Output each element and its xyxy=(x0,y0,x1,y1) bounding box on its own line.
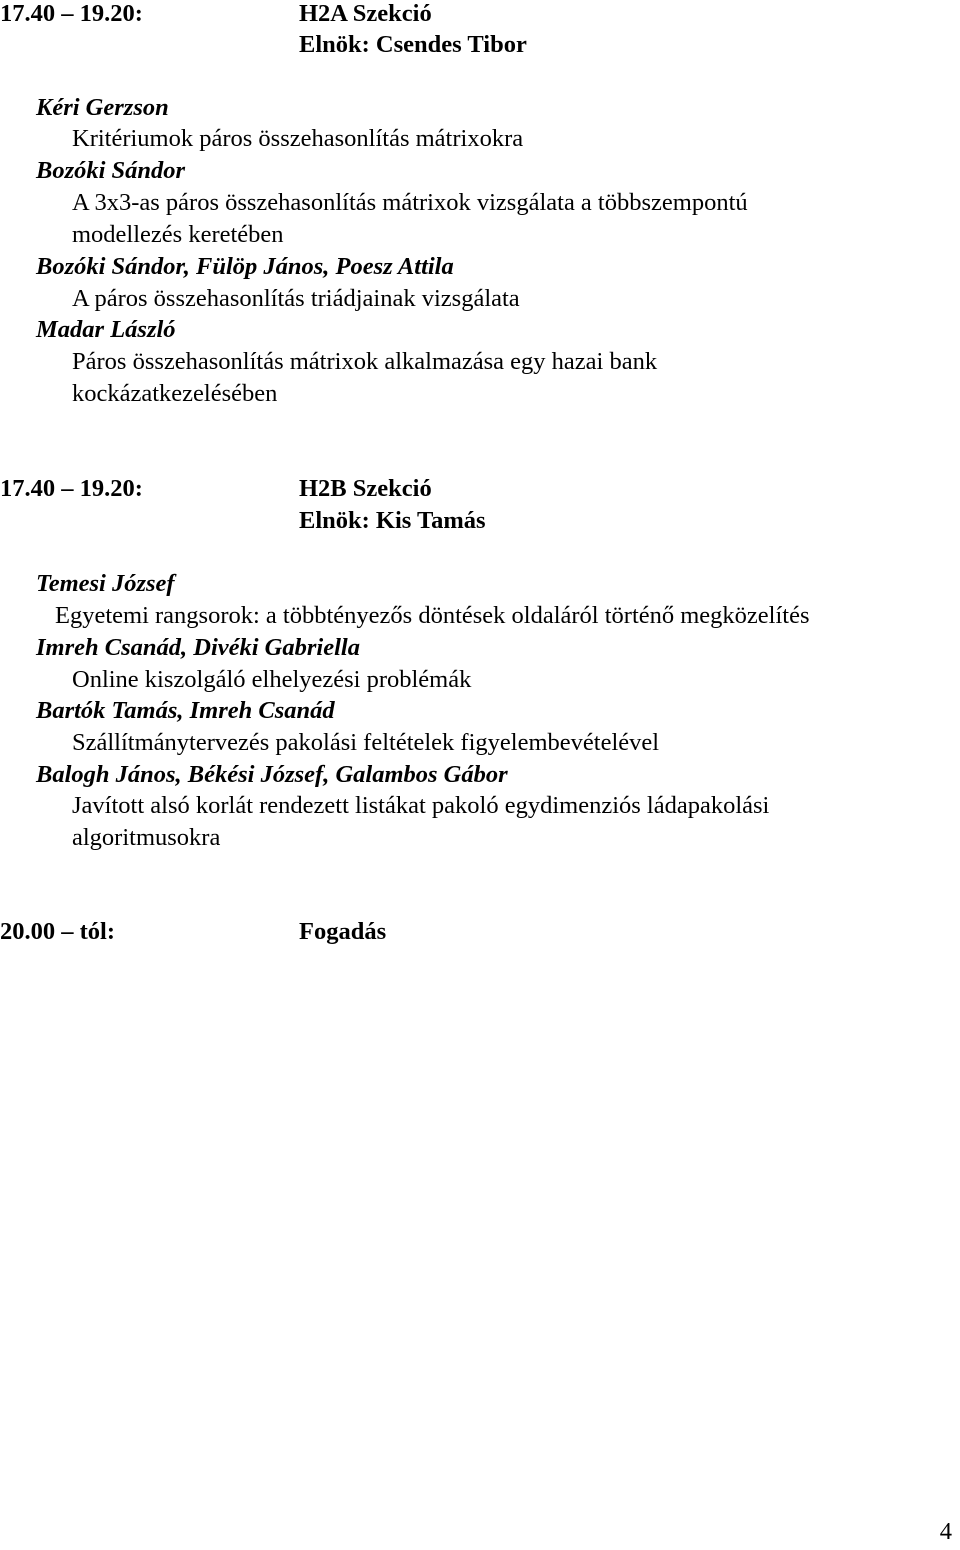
talk-title: Páros összehasonlítás mátrixok alkalmazása egy hazai bank xyxy=(72,348,658,375)
talk-title: Egyetemi rangsorok: a többtényezős döntések oldaláról történő megközelítés xyxy=(55,602,810,629)
reception-time: 20.00 – tól: xyxy=(0,918,115,945)
session-chair: Elnök: Kis Tamás xyxy=(299,507,486,534)
talk-title: Szállítmánytervezés pakolási feltételek figyelembevételével xyxy=(72,729,660,756)
session-name: H2A Szekció xyxy=(299,0,432,27)
talk-authors: Balogh János, Békési József, Galambos Gábor xyxy=(36,761,508,788)
session-time: 17.40 – 19.20: xyxy=(0,0,143,27)
talk-title: A 3x3-as páros összehasonlítás mátrixok vizsgálata a többszempontú xyxy=(72,189,748,216)
session-time: 17.40 – 19.20: xyxy=(0,475,143,502)
talk-authors: Kéri Gerzson xyxy=(36,94,169,121)
talk-title: Javított alsó korlát rendezett listákat pakoló egydimenziós ládapakolási xyxy=(72,792,770,819)
session-chair: Elnök: Csendes Tibor xyxy=(299,31,527,58)
talk-authors: Temesi József xyxy=(36,570,175,597)
talk-title-continued: algoritmusokra xyxy=(72,824,221,851)
talk-title: Kritériumok páros összehasonlítás mátrixokra xyxy=(72,125,524,152)
reception-name: Fogadás xyxy=(299,918,387,945)
talk-title: Online kiszolgáló elhelyezési problémák xyxy=(72,666,472,693)
talk-title: A páros összehasonlítás triádjainak vizsgálata xyxy=(72,285,520,312)
talk-authors: Bozóki Sándor xyxy=(36,157,186,184)
session-name: H2B Szekció xyxy=(299,475,432,502)
page-number: 4 xyxy=(939,1518,952,1545)
talk-authors: Madar László xyxy=(36,316,176,343)
talk-authors: Imreh Csanád, Divéki Gabriella xyxy=(36,634,360,661)
talk-title-continued: kockázatkezelésében xyxy=(72,380,278,407)
talk-authors: Bozóki Sándor, Fülöp János, Poesz Attila xyxy=(36,253,454,280)
talk-title-continued: modellezés keretében xyxy=(72,221,284,248)
talk-authors: Bartók Tamás, Imreh Csanád xyxy=(36,697,335,724)
